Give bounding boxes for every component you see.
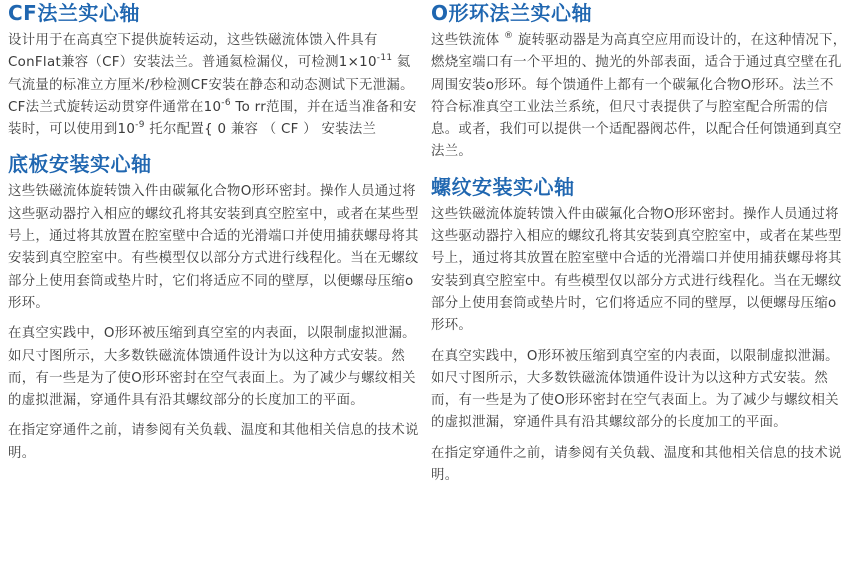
oring-text-1: 这些铁流体 [431,33,505,48]
right-column [431,0,847,487]
registered-mark: ® [504,31,514,41]
cf-flange-paragraph [8,30,424,141]
threaded-paragraph-2: 在真空实践中，O形环被压缩到真空室的内表面，以限制虚拟泄漏。如尺寸图所示，大多数铁磁流体馈通件设计为以这种方式安装。然而，有一些是为了使O形环密封在空气表面上。为了减少与螺纹相关的虚拟泄漏，穿通件具有沿其螺纹部分的长度加工的平面。 [431,348,839,431]
cf-exponent-2: -6 [221,97,231,108]
base-plate-paragraph-1: 这些铁磁流体旋转馈入件由碳氟化合物O形环密封。操作人员通过将这些驱动器拧入相应的螺纹孔将其安装到真空腔室中，或者在某些型号上，通过将其放置在腔室壁中合适的光滑端口并使用捕获螺母将其安装到真空腔室中。有些模型仅以部分方式进行线程化。当在无螺纹部分上使用套筒或垫片时，它们将适应不同的壁厚，以便螺母压缩o形环。 [8,184,419,311]
oring-flange-section [431,0,847,164]
cf-text-4: 托尔配置{ 0 兼容 （ CF ） 安装法兰 [144,122,377,138]
base-plate-section [8,151,424,465]
base-plate-title: 底板安装实心轴 [8,152,152,177]
base-plate-paragraph-2: 在真空实践中，O形环被压缩到真空室的内表面，以限制虚拟泄漏。如尺寸图所示，大多数铁磁流体馈通件设计为以这种方式安装。然而，有一些是为了使O形环密封在空气表面上。为了减少与螺纹相关的虚拟泄漏，穿通件具有沿其螺纹部分的长度加工的平面。 [8,326,416,409]
cf-flange-title: CF法兰实心轴 [8,1,140,25]
threaded-section [431,174,847,488]
cf-text-1: 设计用于在高真空下提供旋转运动，这些铁磁流体馈入件具有ConFlat兼容（CF）安装法兰。普通氦检漏仪，可检测1×10 [8,33,378,71]
cf-exponent-1: -11 [376,53,393,64]
oring-flange-title: O形环法兰实心轴 [431,1,593,25]
threaded-paragraph-1: 这些铁磁流体旋转馈入件由碳氟化合物O形环密封。操作人员通过将这些驱动器拧入相应的螺纹孔将其安装到真空腔室中，或者在某些型号上，通过将其放置在腔室壁中合适的光滑端口并使用捕获螺母将其安装到真空腔室中。有些模型仅以部分方式进行线程化。当在无螺纹部分上使用套筒或垫片时，它们将适应不同的壁厚，以便螺母压缩o形环。 [431,206,842,334]
oring-text-2: 旋转驱动器是为高真空应用而设计的，在这种情况下，燃烧室端口有一个平坦的、抛光的外部表面，适合于通过真空壁在孔周围安装o形环。每个馈通件上都有一个碳氟化合物O形环。法兰不符合标准真空工业法兰系统，但尺寸表提供了与腔室配合所需的信息。或者，我们可以提供一个适配器阀芯件，以配合任何馈通到真空法兰。 [431,33,847,160]
threaded-title: 螺纹安装实心轴 [431,174,575,199]
threaded-paragraph-3: 在指定穿通件之前，请参阅有关负载、温度和其他相关信息的技术说明。 [431,445,842,484]
cf-text-2: 氦气流量的标准立方厘米/秒检测CF安装在静态和动态测试下无泄漏。CF法兰式旋转运动贯穿件通常在10 [8,55,414,115]
cf-flange-section [8,0,424,141]
cf-exponent-3: -9 [135,120,145,131]
oring-flange-paragraph [431,30,847,164]
cf-text-3: To rr范围，并在适当准备和安装时，可以使用到10 [8,99,417,138]
left-column [8,0,424,465]
base-plate-paragraph-3: 在指定穿通件之前，请参阅有关负载、温度和其他相关信息的技术说明。 [8,423,419,461]
